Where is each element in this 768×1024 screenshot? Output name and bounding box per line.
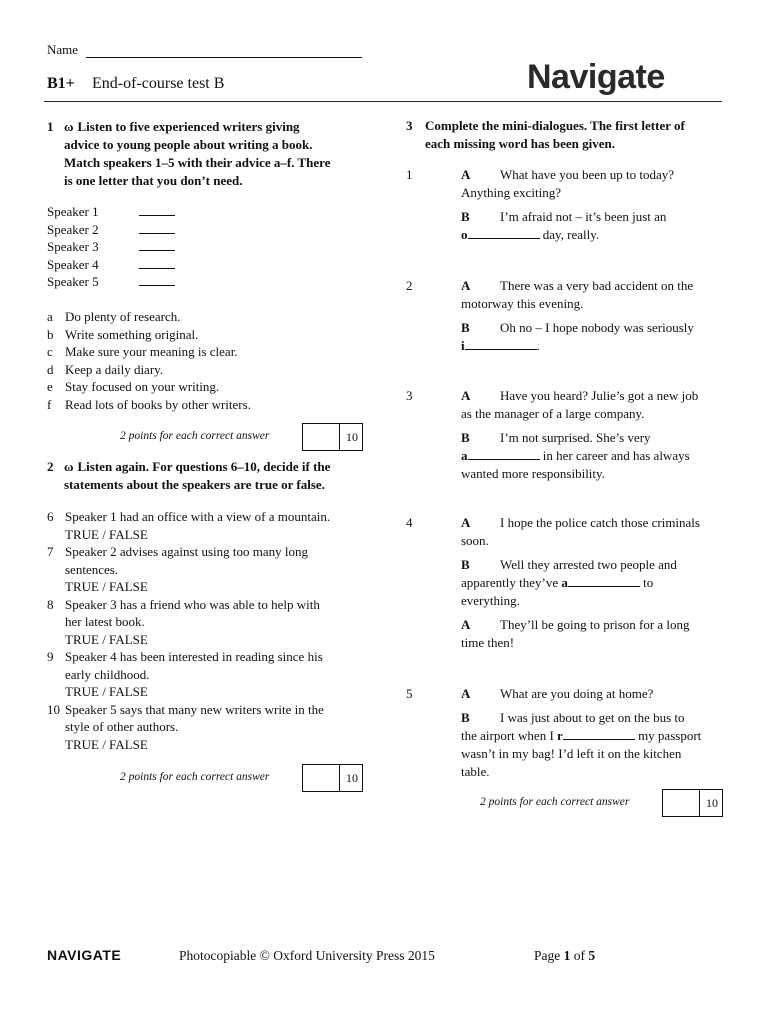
answer-blank[interactable] <box>139 273 175 286</box>
list-item: 10 Speaker 5 says that many new writers write in the style of other authors. TRUE / FALSE <box>47 701 324 752</box>
answer-blank[interactable] <box>139 238 175 251</box>
true-false-choice[interactable]: TRUE / FALSE <box>65 684 148 699</box>
dialogue-1: A What have you been up to today? Anything exciting? B I’m afraid not – it’s been just an o day, really. <box>461 167 674 242</box>
q1-total: 10 <box>346 430 358 444</box>
list-item: 7 Speaker 2 advises against using too many long sentences. TRUE / FALSE <box>47 544 308 594</box>
list-item: d Keep a daily diary. <box>47 361 164 377</box>
q3-instruction: Complete the mini-dialogues. The first letter of each missing word has been given. <box>425 118 685 151</box>
q2-points-note: 2 points for each correct answer <box>120 771 270 783</box>
name-label: Name <box>47 42 79 57</box>
q1-number: 1 <box>47 119 54 134</box>
q2-instruction: ω Listen again. For questions 6–10, decide if the statements about the speakers are true or false. <box>64 459 331 492</box>
dialogue-3: A Have you heard? Julie’s got a new job as the manager of a large company. B I’m not surprised. She’s very a in her career and has always wanted more responsibility. <box>461 388 699 481</box>
answer-blank[interactable] <box>468 226 540 239</box>
answer-blank[interactable] <box>139 203 175 216</box>
list-item: 8 Speaker 3 has a friend who was able to help with her latest book. TRUE / FALSE <box>47 596 320 647</box>
dialogue-number: 2 <box>406 278 413 293</box>
answer-blank[interactable] <box>139 256 175 269</box>
dialogue-number: 1 <box>406 167 413 182</box>
q3-points-note: 2 points for each correct answer <box>480 796 630 808</box>
test-title: End-of-course test B <box>92 75 225 92</box>
list-item: f Read lots of books by other writers. <box>47 396 251 412</box>
copyright-note: Photocopiable © Oxford University Press 2015 <box>179 948 435 963</box>
q2-total: 10 <box>346 771 358 785</box>
list-item: 9 Speaker 4 has been interested in reading since his early childhood. TRUE / FALSE <box>47 649 323 699</box>
dialogue-number: 4 <box>406 515 413 530</box>
answer-blank[interactable] <box>465 337 537 350</box>
answer-blank[interactable] <box>563 727 635 740</box>
header-rule <box>44 101 722 102</box>
true-false-choice[interactable]: TRUE / FALSE <box>65 631 148 647</box>
list-item: Speaker 3 <box>47 238 187 256</box>
name-field <box>47 42 362 58</box>
list-item: 6 Speaker 1 had an office with a view of a mountain. TRUE / FALSE <box>47 509 331 542</box>
list-item: c Make sure your meaning is clear. <box>47 344 238 359</box>
navigate-logo: Navigate <box>527 58 665 96</box>
dialogue-number: 3 <box>406 388 413 403</box>
q2-number: 2 <box>47 459 54 474</box>
dialogue-number: 5 <box>406 686 413 701</box>
dialogue-4: A I hope the police catch those criminals soon. B Well they arrested two people and apparently they’ve a to everything. A They’ll be going to prison for a long time then! <box>461 515 700 650</box>
speaker-list <box>47 203 187 291</box>
answer-blank[interactable] <box>568 574 640 587</box>
name-blank[interactable] <box>86 44 362 58</box>
q1-instruction: ω Listen to five experienced writers giving advice to young people about writing a book. Match speakers 1–5 with their advice a–f. There is one letter that you don’t need. <box>64 119 331 188</box>
true-false-choice[interactable]: TRUE / FALSE <box>65 579 148 594</box>
page-indicator: Page 1 of 5 <box>534 948 596 963</box>
q3-score-box[interactable] <box>662 789 723 817</box>
q1-score-box[interactable] <box>302 423 363 451</box>
q2-score-box[interactable] <box>302 764 363 792</box>
list-item: Speaker 1 <box>47 203 187 221</box>
list-item: Speaker 4 <box>47 256 187 274</box>
list-item: Speaker 5 <box>47 273 187 291</box>
level-label: B1+ <box>47 75 75 92</box>
tf-questions <box>47 508 367 753</box>
list-item: b Write something original. <box>47 326 199 342</box>
q1-points-note: 2 points for each correct answer <box>120 430 270 442</box>
q3-number: 3 <box>406 118 413 133</box>
list-item: e Stay focused on your writing. <box>47 379 220 394</box>
true-false-choice[interactable]: TRUE / FALSE <box>65 736 148 752</box>
advice-options <box>47 308 367 413</box>
true-false-choice[interactable]: TRUE / FALSE <box>65 526 148 542</box>
headphones-icon: ω <box>64 459 74 474</box>
headphones-icon: ω <box>64 119 74 134</box>
q3-total: 10 <box>706 796 718 810</box>
list-item: Speaker 2 <box>47 221 187 239</box>
list-item: a Do plenty of research. <box>47 309 181 324</box>
footer-brand: NAVIGATE <box>47 947 122 963</box>
dialogue-5: A What are you doing at home? B I was just about to get on the bus to the airport when I r my passport wasn’t in my bag! I’d left it on the kitchen table. <box>461 686 702 779</box>
answer-blank[interactable] <box>468 447 540 460</box>
dialogue-2: A There was a very bad accident on the motorway this evening. B Oh no – I hope nobody was seriously i . <box>461 278 694 353</box>
answer-blank[interactable] <box>139 221 175 234</box>
